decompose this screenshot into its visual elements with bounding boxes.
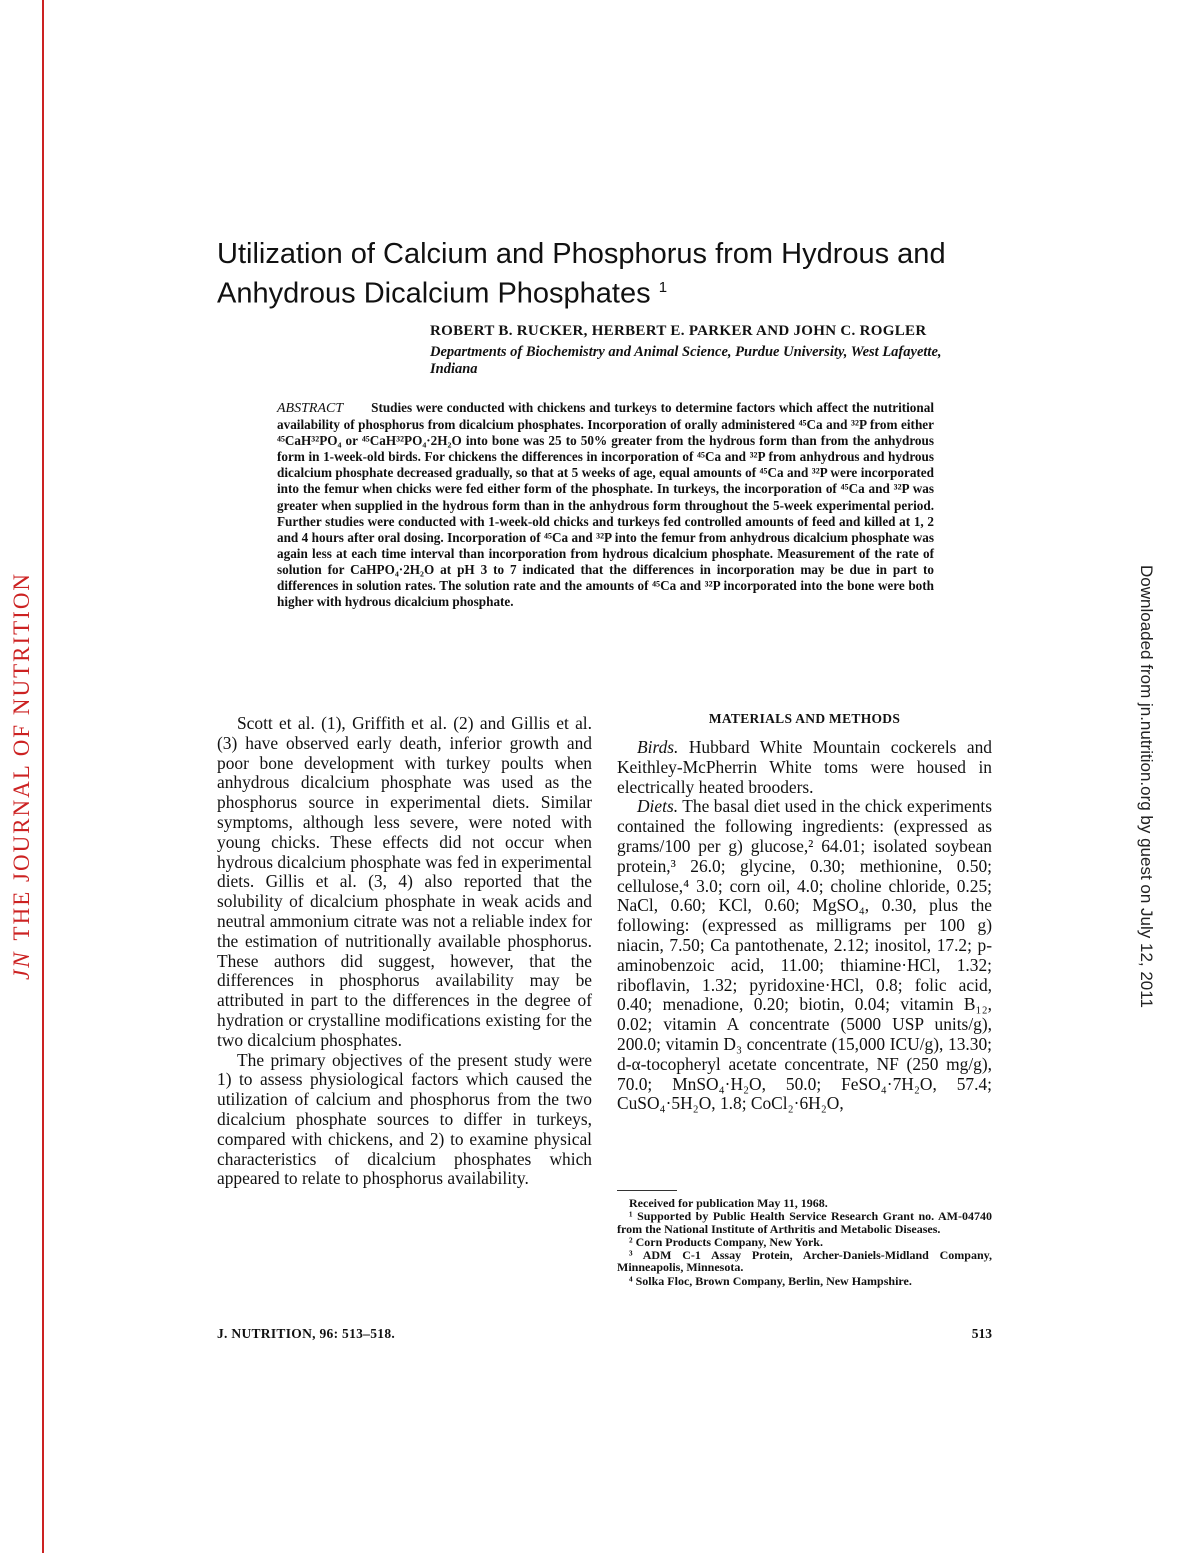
journal-sidebar <box>2 571 42 980</box>
journal-name: THE JOURNAL OF NUTRITION <box>9 571 34 941</box>
authors: ROBERT B. RUCKER, HERBERT E. PARKER AND JOHN C. ROGLER <box>430 323 927 339</box>
right-column <box>617 738 992 1114</box>
abstract <box>277 400 934 610</box>
received-date: Received for publication May 11, 1968. <box>629 1196 828 1210</box>
birds-text: Hubbard White Mountain cockerels and Keithley-McPherrin White toms were housed in electrically heated brooders. <box>617 737 992 797</box>
journal-abbrev: JN <box>9 950 34 980</box>
footnote-4: ⁴ Solka Floc, Brown Company, Berlin, New Hampshire. <box>629 1273 912 1288</box>
birds-paragraph <box>617 738 992 797</box>
footnotes <box>617 1197 992 1288</box>
methods-heading: MATERIALS AND METHODS <box>708 711 901 726</box>
download-notice: Downloaded from jn.nutrition.org by guest on July 12, 2011 <box>1137 565 1156 1008</box>
diets-text: The basal diet used in the chick experiments contained the following ingredients: (expressed as grams/100 per g) glucose,² 64.01; isolated soybean protein,³ 26.0; glycine, 0.30; methionine, 0.50; cellulose,⁴ 3.0; corn oil, 4.0; choline chloride, 0.25; NaCl, 0.60; KCl, 0.60; MgSO₄, 0.30, plus the following: (expressed as milligrams per 100 g) niacin, 7.50; Ca pantothenate, 2.12; inositol, 17.2; p-aminobenzoic acid, 11.00; thiamine·HCl, 1.32; riboflavin, 1.32; pyridoxine·HCl, 0.8; folic acid, 0.40; menadione, 0.20; biotin, 0.04; vitamin B₁₂, 0.02; vitamin A concentrate (5000 USP units/g), 200.0; vitamin D₃ concentrate (15,000 ICU/g), 13.30; d-α-tocopheryl acetate concentrate, NF (250 mg/g), 70.0; MnSO₄·H₂O, 50.0; FeSO₄·7H₂O, 57.4; CuSO₄·5H₂O, 1.8; CoCl₂·6H₂O, <box>617 796 992 1114</box>
page-number: 513 <box>971 1326 992 1341</box>
footnote-3: ³ ADM C-1 Assay Protein, Archer-Daniels-Midland Company, Minneapolis, Minnesota. <box>617 1248 992 1275</box>
abstract-label: ABSTRACT <box>277 401 344 416</box>
abstract-text: Studies were conducted with chickens and turkeys to determine factors which affect the nutritional availability of phosphorus from dicalcium phosphates. Incorporation of orally administered ⁴⁵Ca and ³²P from either ⁴⁵CaH³²PO₄ or ⁴⁵CaH³²PO₄·2H₂O into bone was 25 to 50% greater from the hydrous form than from the anhydrous form in 1-week-old birds. For chickens the differences in incorporation of ⁴⁵Ca and ³²P from anhydrous and hydrous dicalcium phosphate decreased gradually, so that at 5 weeks of age, equal amounts of ⁴⁵Ca and ³²P were incorporated into the femur when chicks were fed either form of the phosphate. In turkeys, the incorporation of ⁴⁵Ca and ³²P was greater when supplied in the hydrous form than in the anhydrous form throughout the 5-week experimental period. Further studies were conducted with 1-week-old chicks and turkeys fed controlled amounts of feed and killed at 1, 2 and 4 hours after oral dosing. Incorporation of ⁴⁵Ca and ³²P into the femur from anhydrous dicalcium phosphate was again less at each time interval than incorporation from hydrous dicalcium phosphate. Measurement of the rate of solution for CaHPO₄·2H₂O at pH 3 to 7 indicated that the differences in incorporation may be due in part to differences in solution rates. The solution rate and the amounts of ⁴⁵Ca and ³²P incorporated into the bone were both higher with hydrous dicalcium phosphate. <box>277 400 934 610</box>
article-title-text: Utilization of Calcium and Phosphorus from Hydrous and Anhydrous Dicalcium Phosphates <box>217 238 946 310</box>
intro-paragraph-1: Scott et al. (1), Griffith et al. (2) and Gillis et al. (3) have observed early death, inferior growth and poor bone development with turkey poults when anhydrous dicalcium phosphate was used as the phosphorus source in experimental diets. Similar symptoms, although less severe, were noted with young chicks. These effects did not occur when hydrous dicalcium phosphate was fed in experimental diets. Gillis et al. (3, 4) also reported that the solubility of dicalcium phosphate in weak acids and neutral ammonium citrate was not a reliable index for the estimation of nutritionally available phosphorus. These authors did suggest, however, that the differences in phosphorus availability may be attributed in part to the differences in the degree of hydration or crystalline modifications existing for the two dicalcium phosphates. <box>217 713 592 1050</box>
footnote-2: ² Corn Products Company, New York. <box>629 1234 823 1249</box>
journal-accent-rule <box>42 0 44 1553</box>
birds-label: Birds. <box>637 737 679 757</box>
footnote-divider <box>617 1190 677 1191</box>
journal-citation: J. NUTRITION, 96: 513–518. <box>217 1326 396 1341</box>
diets-paragraph <box>617 797 992 1114</box>
article-title <box>217 238 977 311</box>
title-footnote-marker: 1 <box>658 279 668 296</box>
diets-label: Diets. <box>637 796 679 817</box>
intro-paragraph-2: The primary objectives of the present study were 1) to assess physiological factors which caused the utilization of calcium and phosphorus from the two dicalcium phosphate sources to differ in turkeys, compared with chickens, and 2) to examine physical characteristics of dicalcium phosphates which appeared to relate to phosphorus availability. <box>217 1049 592 1189</box>
footnote-1: ¹ Supported by Public Health Service Research Grant no. AM-04740 from the National Institute of Arthritis and Metabolic Diseases. <box>617 1209 992 1236</box>
left-column <box>217 714 592 1189</box>
affiliation: Departments of Biochemistry and Animal Science, Purdue University, West Lafayette, Indiana <box>430 344 942 377</box>
